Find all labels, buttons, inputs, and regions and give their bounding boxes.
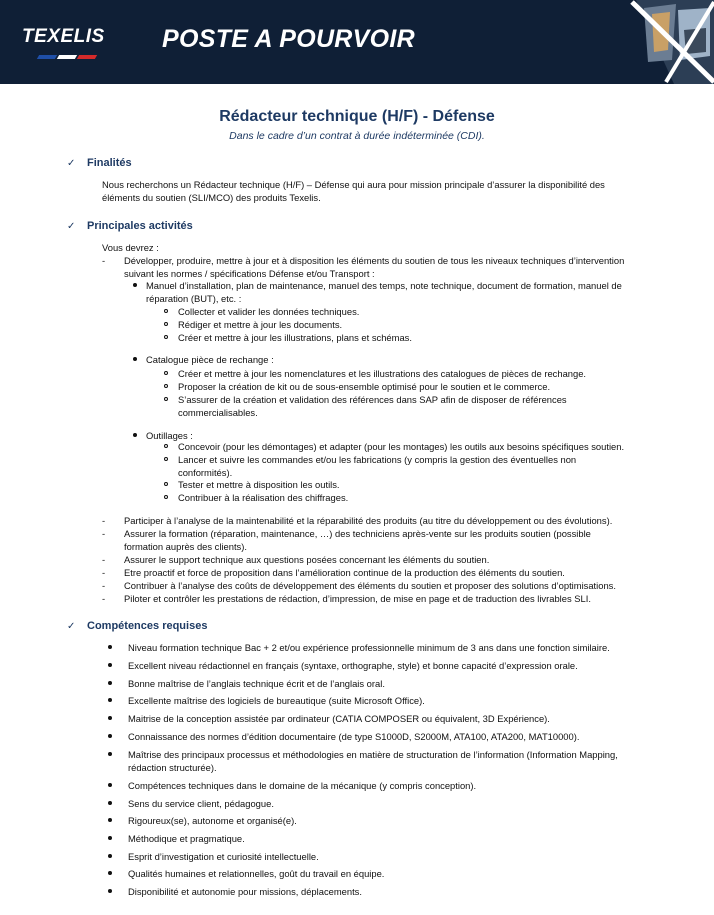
section-activites [67, 220, 193, 232]
hollow-circle-icon [164, 444, 168, 448]
dash-marker: - [102, 528, 106, 539]
competence-item: Connaissance des normes d’édition documentaire (de type S1000D, S2000M, ATA100, ATA200, MAT10000). [128, 731, 580, 742]
bullet-dot-icon [108, 836, 112, 840]
sub-item: Contribuer à la réalisation des chiffrages. [178, 492, 349, 503]
competence-item: Disponibilité et autonomie pour missions, déplacements. [128, 886, 362, 897]
group-title: Catalogue pièce de rechange : [146, 354, 274, 365]
competence-item: Maîtrise des principaux processus et méthodologies en matière de structuration de l’information (Information Mapping, [128, 749, 618, 760]
contract-type: Dans le cadre d’un contrat à durée indéterminée (CDI). [229, 130, 485, 142]
hollow-circle-icon [164, 397, 168, 401]
bullet-dot-icon [108, 734, 112, 738]
activity-line: Etre proactif et force de proposition dans l’amélioration continue de la production des éléments du soutien. [124, 567, 565, 578]
sub-item: Tester et mettre à disposition les outils. [178, 479, 340, 490]
sub-item: Lancer et suivre les commandes et/ou les fabrications (y compris la gestion des éventuelles non [178, 454, 577, 465]
check-tick-icon: ✓ [67, 158, 76, 169]
bullet-dot-icon [133, 357, 137, 361]
hollow-circle-icon [164, 384, 168, 388]
group-line: Manuel d’installation, plan de maintenance, manuel des temps, note technique, document de formation, manuel de [146, 280, 622, 291]
competence-item: Bonne maîtrise de l’anglais technique écrit et de l’anglais oral. [128, 678, 385, 689]
vehicle-photo-collage [614, 0, 714, 84]
section-competences [67, 620, 207, 632]
sub-item: Proposer la création de kit ou de sous-ensemble optimisé pour le soutien et le commerce. [178, 381, 551, 392]
competence-item: Maitrise de la conception assistée par ordinateur (CATIA COMPOSER ou équivalent, 3D Expérience). [128, 713, 550, 724]
document-body [0, 84, 714, 915]
dash-marker: - [102, 580, 106, 591]
sub-item: Concevoir (pour les démontages) et adapter (pour les montages) les outils aux besoins spécifiques soutien. [178, 441, 625, 452]
hollow-circle-icon [164, 457, 168, 461]
dash-marker: - [102, 593, 106, 604]
bullet-dot-icon [108, 801, 112, 805]
bullet-dot-icon [108, 645, 112, 649]
activity-line: Participer à l’analyse de la maintenabilité et la réparabilité des produits (au titre du développement ou des évolutions). [124, 515, 613, 526]
competence-item: Excellent niveau rédactionnel en français (syntaxe, orthographe, style) et bonne capacité d’expression orale. [128, 660, 578, 671]
check-tick-icon: ✓ [67, 221, 76, 232]
activity-line: Piloter et contrôler les prestations de rédaction, d’impression, de mise en page et de traduction des livrables SLI. [124, 593, 591, 604]
banner-title: POSTE A POURVOIR [162, 25, 415, 53]
bullet-dot-icon [108, 663, 112, 667]
sub-item: commercialisables. [178, 407, 258, 418]
sub-item: Créer et mettre à jour les nomenclatures et les illustrations des catalogues de pièces de rechange. [178, 368, 587, 379]
bullet-dot-icon [108, 681, 112, 685]
activites-intro: Vous devrez : [102, 242, 159, 253]
hollow-circle-icon [164, 495, 168, 499]
sub-item: Rédiger et mettre à jour les documents. [178, 319, 343, 330]
bullet-dot-icon [108, 889, 112, 893]
dash-marker: - [102, 567, 106, 578]
hollow-circle-icon [164, 322, 168, 326]
sub-item: Collecter et valider les données techniques. [178, 306, 360, 317]
hollow-circle-icon [164, 371, 168, 375]
finalites-text-line: Nous recherchons un Rédacteur technique (H/F) – Défense qui aura pour mission principale d’assurer la disponibilité des [102, 179, 605, 190]
bullet-dot-icon [108, 854, 112, 858]
texelis-logo: TEXELIS [22, 26, 105, 47]
group-title: Outillages : [146, 430, 193, 441]
logo-flag-stripes [38, 55, 96, 60]
dash-marker: - [102, 255, 106, 266]
hollow-circle-icon [164, 309, 168, 313]
competence-item: Niveau formation technique Bac + 2 et/ou expérience professionnelle minimum de 3 ans dans une fonction similaire. [128, 642, 610, 653]
job-title: Rédacteur technique (H/F) - Défense [219, 108, 495, 125]
bullet-dot-icon [108, 698, 112, 702]
group-line: réparation (BUT), etc. : [146, 293, 242, 304]
competence-item: Rigoureux(se), autonome et organisé(e). [128, 815, 297, 826]
activity-line: Assurer le support technique aux questions posées concernant les éléments du soutien. [124, 554, 490, 565]
check-tick-icon: ✓ [67, 621, 76, 632]
header-banner [0, 0, 714, 84]
bullet-dot-icon [108, 818, 112, 822]
sub-item: Créer et mettre à jour les illustrations, plans et schémas. [178, 332, 412, 343]
hollow-circle-icon [164, 482, 168, 486]
section-competences-heading: Compétences requises [87, 620, 208, 632]
sub-item: S’assurer de la création et validation des références dans SAP afin de disposer de références [178, 394, 567, 405]
competence-item: Esprit d’investigation et curiosité intellectuelle. [128, 851, 319, 862]
competence-item: Méthodique et pragmatique. [128, 833, 245, 844]
competence-item: Qualités humaines et relationnelles, goût du travail en équipe. [128, 868, 385, 879]
activity-line: suivant les normes / spécifications Défense et/ou Transport : [124, 268, 375, 279]
finalites-text-line: éléments du soutien (SLI/MCO) des produits Texelis. [102, 192, 321, 203]
sub-item: conformités). [178, 467, 233, 478]
section-finalites-heading: Finalités [87, 157, 132, 169]
hollow-circle-icon [164, 335, 168, 339]
section-finalites [67, 157, 132, 169]
competence-item: Sens du service client, pédagogue. [128, 798, 274, 809]
bullet-dot-icon [133, 433, 137, 437]
bullet-dot-icon [108, 716, 112, 720]
competence-item: Compétences techniques dans le domaine de la mécanique (y compris conception). [128, 780, 477, 791]
dash-marker: - [102, 515, 106, 526]
section-activites-heading: Principales activités [87, 220, 193, 232]
competence-item: rédaction structurée). [128, 762, 217, 773]
dash-marker: - [102, 554, 106, 565]
bullet-dot-icon [133, 283, 137, 287]
activity-line: Développer, produire, mettre à jour et à disposition les éléments du soutien de tous les niveaux techniques d’intervention [124, 255, 625, 266]
bullet-dot-icon [108, 752, 112, 756]
activity-line: Contribuer à l’analyse des coûts de développement des éléments du soutien et proposer des solutions d’optimisations. [124, 580, 616, 591]
activity-line: Assurer la formation (réparation, maintenance, …) des techniciens après-vente sur les produits soutien (possible [124, 528, 591, 539]
competence-item: Excellente maîtrise des logiciels de bureautique (suite Microsoft Office). [128, 695, 425, 706]
bullet-dot-icon [108, 783, 112, 787]
bullet-dot-icon [108, 871, 112, 875]
activity-line: formation auprès des clients). [124, 541, 247, 552]
